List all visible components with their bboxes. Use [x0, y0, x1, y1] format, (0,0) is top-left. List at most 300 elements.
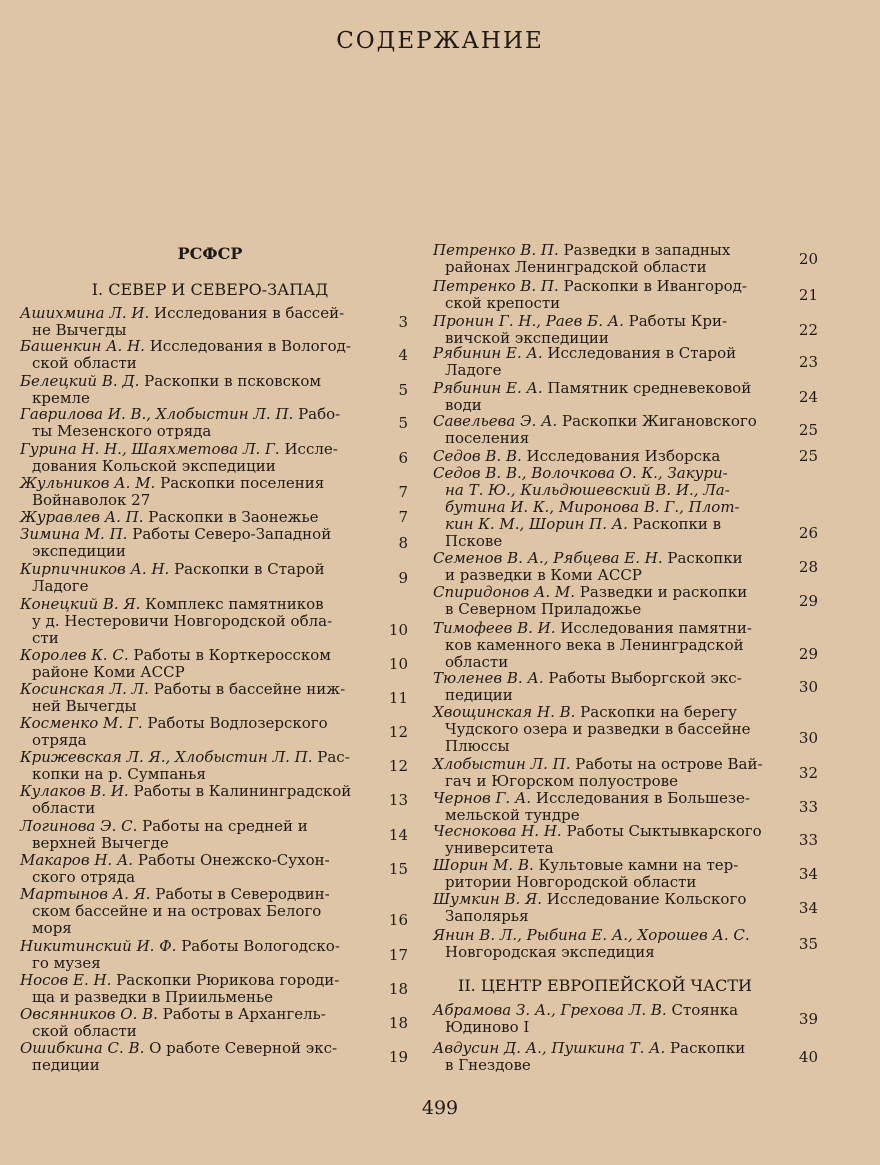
toc-title-text: Работы Вологодско- — [176, 937, 340, 955]
toc-entry — [433, 313, 783, 347]
toc-entry-line — [20, 526, 370, 543]
toc-entry-line — [20, 630, 370, 647]
toc-author: Крижевская Л. Я., Хлобыстин Л. П. — [20, 748, 313, 766]
toc-page-number: 22 — [798, 321, 818, 339]
toc-page-number: 20 — [798, 250, 818, 268]
toc-author: Хлобыстин Л. П. — [433, 755, 571, 773]
toc-author: Конецкий В. Я. — [20, 595, 141, 613]
toc-author: Журавлев А. П. — [20, 508, 144, 526]
toc-entry — [20, 818, 370, 852]
toc-author: Овсянников О. В. — [20, 1005, 158, 1023]
toc-title-text: Работы Сыктывкарского — [561, 822, 762, 840]
region-header: РСФСР — [177, 244, 243, 263]
toc-title-text: области — [32, 799, 96, 817]
toc-title-text: не Вычегды — [32, 321, 127, 339]
toc-entry — [20, 749, 370, 783]
toc-entry-line — [20, 492, 370, 509]
toc-title-text: Раскопки на берегу — [575, 703, 737, 721]
toc-author: Янин В. Л., Рыбина Е. А., Хорошев А. С. — [433, 926, 750, 944]
toc-title-text: ском бассейне и на островах Белого — [32, 902, 322, 920]
toc-page-number: 19 — [388, 1048, 408, 1066]
toc-author: Ошибкина С. В. — [20, 1039, 145, 1057]
toc-title-text: Памятник средневековой — [542, 379, 752, 397]
toc-page-number: 25 — [798, 447, 818, 465]
toc-entry-line — [433, 790, 783, 807]
toc-entry-line — [20, 886, 370, 903]
toc-entry-line — [20, 749, 370, 766]
toc-title-text: моря — [32, 919, 72, 937]
toc-entry — [20, 475, 370, 509]
toc-page-number: 15 — [388, 860, 408, 878]
toc-entry — [20, 509, 370, 526]
toc-author: Мартынов А. Я. — [20, 885, 151, 903]
toc-author: Зимина М. П. — [20, 525, 128, 543]
toc-entry-line — [433, 1019, 783, 1036]
toc-title-text: области — [445, 653, 509, 671]
toc-entry-line — [20, 835, 370, 852]
toc-title-text: Чудского озера и разведки в бассейне — [445, 720, 751, 738]
toc-title-text: води — [445, 396, 482, 414]
toc-author: Тюленев В. А. — [433, 669, 544, 687]
toc-entry-line — [433, 430, 783, 447]
toc-title-text: университета — [445, 839, 554, 857]
toc-entry-line — [20, 783, 370, 800]
toc-title-text: Работы в Архангель- — [157, 1005, 326, 1023]
toc-title-text: ритории Новгородской области — [445, 873, 697, 891]
toc-title-text: педиции — [445, 686, 513, 704]
toc-title-text: Юдиново I — [445, 1018, 530, 1036]
toc-author: на Т. Ю., Кильдюшевский В. И., Ла- — [445, 481, 730, 499]
toc-entry-line — [20, 338, 370, 355]
toc-entry — [433, 823, 783, 857]
toc-title-text: кремле — [32, 389, 90, 407]
toc-title-text: Исследования в Старой — [542, 344, 737, 362]
toc-entry — [433, 927, 783, 961]
toc-page-number: 21 — [798, 286, 818, 304]
toc-entry-line — [433, 413, 783, 430]
toc-entry-line — [20, 1023, 370, 1040]
toc-entry-line — [433, 567, 783, 584]
toc-entry-line — [433, 927, 783, 944]
toc-author: Спиридонов А. М. — [433, 583, 576, 601]
toc-entry — [20, 441, 370, 475]
toc-entry-line — [20, 920, 370, 937]
toc-entry-line — [20, 441, 370, 458]
toc-entry — [433, 380, 783, 414]
toc-page-number: 30 — [798, 678, 818, 696]
toc-title-text: ты Мезенского отряда — [32, 422, 212, 440]
toc-title-text: Ладоге — [32, 577, 89, 595]
toc-author: Чеснокова Н. Н. — [433, 822, 562, 840]
toc-entry — [20, 938, 370, 972]
toc-entry-line — [20, 458, 370, 475]
toc-entry — [20, 406, 370, 440]
toc-page-number: 13 — [388, 791, 408, 809]
toc-title-text: ской крепости — [445, 294, 561, 312]
toc-page-number: 14 — [388, 826, 408, 844]
toc-title-text: дования Кольской экспедиции — [32, 457, 276, 475]
toc-author: Кирпичников А. Н. — [20, 560, 170, 578]
toc-title-text: ской области — [32, 354, 137, 372]
toc-author: Петренко В. П. — [433, 277, 559, 295]
toc-author: Седов В. В., Волочкова О. К., Закури- — [433, 464, 728, 482]
toc-page-number: 34 — [798, 865, 818, 883]
toc-entry-line — [433, 637, 783, 654]
toc-title-text: Исследования в Большезе- — [531, 789, 750, 807]
toc-entry-line — [433, 1057, 783, 1074]
toc-entry-line — [433, 533, 783, 550]
toc-author: Рябинин Е. А. — [433, 379, 543, 397]
toc-title-text: Плюссы — [445, 737, 510, 755]
toc-title-text: экспедиции — [32, 542, 126, 560]
toc-entry-line — [433, 823, 783, 840]
toc-title-text: Раскопки в — [627, 515, 722, 533]
toc-entry — [433, 278, 783, 312]
toc-title-text: Раскопки — [665, 1039, 746, 1057]
toc-title-text: Пскове — [445, 532, 503, 550]
toc-entry-line — [433, 756, 783, 773]
toc-title-text: Работы в бассейне ниж- — [148, 680, 346, 698]
toc-entry-line — [20, 1040, 370, 1057]
toc-entry — [20, 373, 370, 407]
toc-title-text: поселения — [445, 429, 530, 447]
toc-author: Кулаков В. И. — [20, 782, 129, 800]
toc-title-text: Работы Водлозерского — [142, 714, 328, 732]
toc-entry-line — [433, 620, 783, 637]
toc-entry — [433, 345, 783, 379]
toc-entry — [20, 1040, 370, 1074]
toc-page-number: 12 — [388, 757, 408, 775]
toc-entry-line — [433, 738, 783, 755]
toc-entry-line — [20, 766, 370, 783]
toc-entry-line — [20, 1006, 370, 1023]
toc-page-number: 5 — [398, 381, 408, 399]
toc-entry-line — [20, 509, 370, 526]
toc-page-number: 18 — [388, 1014, 408, 1032]
toc-entry-line — [20, 698, 370, 715]
toc-title-text: Раскопки — [662, 549, 743, 567]
toc-author: Седов В. В. — [433, 447, 522, 465]
toc-entry-line — [433, 259, 783, 276]
toc-entry-line — [433, 550, 783, 567]
toc-entry-line — [433, 499, 783, 516]
toc-entry-line — [433, 465, 783, 482]
toc-page-number: 33 — [798, 798, 818, 816]
toc-author: Королев К. С. — [20, 646, 129, 664]
toc-author: Тимофеев В. И. — [433, 619, 556, 637]
toc-entry-line — [20, 355, 370, 372]
toc-entry-line — [20, 613, 370, 630]
page-title: СОДЕРЖАНИЕ — [336, 28, 544, 54]
toc-title-text: Раскопки в Старой — [169, 560, 325, 578]
toc-entry-line — [20, 423, 370, 440]
toc-title-text: ней Вычегды — [32, 697, 137, 715]
toc-author: Никитинский И. Ф. — [20, 937, 177, 955]
toc-author: Носов Е. Н. — [20, 971, 112, 989]
toc-author: Ашихмина Л. И. — [20, 304, 150, 322]
toc-title-text: О работе Северной экс- — [144, 1039, 338, 1057]
toc-title-text: Работы на острове Вай- — [570, 755, 763, 773]
toc-title-text: Работы Кри- — [623, 312, 728, 330]
toc-author: Чернов Г. А. — [433, 789, 532, 807]
toc-page-number: 9 — [398, 569, 408, 587]
toc-entry-line — [20, 647, 370, 664]
toc-entry-line — [20, 903, 370, 920]
toc-title-text: го музея — [32, 954, 101, 972]
toc-author: Логинова Э. С. — [20, 817, 138, 835]
toc-entry — [433, 242, 783, 276]
toc-entry-line — [433, 891, 783, 908]
toc-title-text: Работы в Калининградской — [128, 782, 352, 800]
toc-entry-line — [433, 773, 783, 790]
toc-entry-line — [20, 852, 370, 869]
toc-entry-line — [433, 721, 783, 738]
toc-title-text: Работы Онежско-Сухон- — [133, 851, 330, 869]
toc-title-text: Раскопки поселения — [155, 474, 325, 492]
page-number: 499 — [421, 1097, 459, 1119]
toc-title-text: районах Ленинградской области — [445, 258, 707, 276]
toc-entry — [433, 584, 783, 618]
toc-entry-line — [20, 373, 370, 390]
toc-author: Башенкин А. Н. — [20, 337, 145, 355]
toc-entry-line — [20, 938, 370, 955]
toc-author: Петренко В. П. — [433, 241, 559, 259]
toc-page-number: 24 — [798, 388, 818, 406]
toc-title-text: Раскопки в псковском — [139, 372, 322, 390]
toc-title-text: Раскопки Рюрикова городи- — [111, 971, 340, 989]
toc-title-text: Рабо- — [293, 405, 341, 423]
toc-entry — [20, 596, 370, 647]
toc-entry — [20, 852, 370, 886]
toc-title-text: Исследования в бассей- — [149, 304, 345, 322]
toc-entry-line — [433, 857, 783, 874]
toc-title-text: педиции — [32, 1056, 100, 1074]
toc-title-text: Работы Северо-Западной — [127, 525, 332, 543]
toc-title-text: вичской экспедиции — [445, 329, 609, 347]
toc-entry-line — [433, 482, 783, 499]
toc-title-text: Разведки и раскопки — [575, 583, 748, 601]
toc-author: бутина И. К., Миронова В. Г., Плот- — [445, 498, 740, 516]
toc-entry — [433, 465, 783, 550]
toc-title-text: в Гнездове — [445, 1056, 531, 1074]
toc-title-text: Исследования в Вологод- — [144, 337, 351, 355]
toc-entry — [20, 526, 370, 560]
toc-title-text: Работы в Корткеросском — [128, 646, 331, 664]
toc-page-number: 16 — [388, 911, 408, 929]
toc-entry — [20, 1006, 370, 1040]
toc-entry-line — [433, 840, 783, 857]
section-header-north: I. СЕВЕР И СЕВЕРО-ЗАПАД — [91, 280, 329, 299]
toc-author: Савельева Э. А. — [433, 412, 558, 430]
toc-entry — [20, 783, 370, 817]
toc-title-text: и разведки в Коми АССР — [445, 566, 642, 584]
toc-author: Пронин Г. Н., Раев Б. А. — [433, 312, 624, 330]
toc-title-text: Работы на средней и — [137, 817, 308, 835]
section-header-center: II. ЦЕНТР ЕВРОПЕЙСКОЙ ЧАСТИ — [458, 976, 752, 995]
toc-entry-line — [433, 908, 783, 925]
toc-title-text: ской области — [32, 1022, 137, 1040]
toc-entry — [20, 647, 370, 681]
toc-entry-line — [433, 687, 783, 704]
toc-page-number: 32 — [798, 764, 818, 782]
toc-page-number: 29 — [798, 645, 818, 663]
toc-entry-line — [433, 944, 783, 961]
toc-entry — [20, 715, 370, 749]
toc-entry-line — [433, 278, 783, 295]
toc-entry-line — [20, 732, 370, 749]
toc-title-text: Раскопки Жигановского — [557, 412, 757, 430]
toc-entry-line — [20, 1057, 370, 1074]
toc-page-number: 17 — [388, 946, 408, 964]
toc-entry-line — [433, 601, 783, 618]
toc-author: Жульников А. М. — [20, 474, 156, 492]
toc-entry-line — [20, 681, 370, 698]
toc-title-text: Комплекс памятников — [140, 595, 324, 613]
toc-author: Семенов В. А., Рябцева Е. Н. — [433, 549, 663, 567]
toc-title-text: Культовые камни на тер- — [533, 856, 739, 874]
toc-entry — [20, 338, 370, 372]
toc-entry-line — [20, 955, 370, 972]
toc-entry-line — [433, 704, 783, 721]
toc-entry — [433, 550, 783, 584]
toc-author: Гаврилова И. В., Хлобыстин Л. П. — [20, 405, 294, 423]
toc-author: Авдусин Д. А., Пушкина Т. А. — [433, 1039, 666, 1057]
toc-page-number: 29 — [798, 592, 818, 610]
toc-page-number: 40 — [798, 1048, 818, 1066]
toc-entry — [20, 561, 370, 595]
toc-title-text: Новгородская экспедиция — [445, 943, 655, 961]
toc-entry-line — [20, 869, 370, 886]
toc-entry — [433, 857, 783, 891]
toc-title-text: Разведки в западных — [558, 241, 731, 259]
toc-page-number: 33 — [798, 831, 818, 849]
toc-entry — [20, 972, 370, 1006]
toc-page-number: 7 — [398, 483, 408, 501]
toc-title-text: у д. Нестеровичи Новгородской обла- — [32, 612, 333, 630]
toc-entry-line — [20, 989, 370, 1006]
toc-title-text: Раскопки в Заонежье — [143, 508, 319, 526]
toc-entry-line — [433, 670, 783, 687]
toc-entry-line — [20, 818, 370, 835]
toc-entry-line — [20, 715, 370, 732]
toc-title-text: мельской тундре — [445, 806, 580, 824]
toc-page-number: 10 — [388, 621, 408, 639]
toc-page-number: 25 — [798, 421, 818, 439]
toc-author: Гурина Н. Н., Шаяхметова Л. Г. — [20, 440, 280, 458]
toc-entry-line — [20, 561, 370, 578]
toc-page-number: 30 — [798, 729, 818, 747]
toc-entry-line — [433, 242, 783, 259]
toc-entry-line — [433, 1002, 783, 1019]
toc-entry — [433, 891, 783, 925]
toc-entry-line — [20, 578, 370, 595]
toc-title-text: Исследование Кольского — [541, 890, 747, 908]
toc-entry — [433, 704, 783, 755]
toc-author: Хвощинская Н. В. — [433, 703, 576, 721]
toc-author: Косменко М. Г. — [20, 714, 143, 732]
toc-author: Шорин М. В. — [433, 856, 534, 874]
toc-page-number: 12 — [388, 723, 408, 741]
toc-author: Шумкин В. Я. — [433, 890, 542, 908]
toc-page-number: 6 — [398, 449, 408, 467]
toc-page-number: 35 — [798, 935, 818, 953]
toc-title-text: сти — [32, 629, 59, 647]
toc-title-text: гач и Югорском полуострове — [445, 772, 678, 790]
toc-title-text: ского отряда — [32, 868, 136, 886]
toc-title-text: в Северном Приладожье — [445, 600, 642, 618]
toc-entry-line — [20, 305, 370, 322]
toc-title-text: верхней Вычегде — [32, 834, 169, 852]
toc-entry-line — [433, 874, 783, 891]
toc-entry — [433, 756, 783, 790]
toc-entry-line — [433, 584, 783, 601]
toc-page-number: 10 — [388, 655, 408, 673]
toc-author: Рябинин Е. А. — [433, 344, 543, 362]
toc-title-text: ков каменного века в Ленинградской — [445, 636, 744, 654]
toc-entry-line — [20, 543, 370, 560]
toc-title-text: районе Коми АССР — [32, 663, 185, 681]
toc-title-text: Работы Выборгской экс- — [543, 669, 742, 687]
toc-entry — [433, 790, 783, 824]
toc-title-text: Заполярья — [445, 907, 529, 925]
toc-author: Белецкий В. Д. — [20, 372, 140, 390]
toc-entry — [433, 448, 783, 465]
toc-entry-line — [433, 1040, 783, 1057]
toc-title-text: копки на р. Сумпанья — [32, 765, 206, 783]
toc-title-text: Ладоге — [445, 361, 502, 379]
toc-entry-line — [433, 516, 783, 533]
toc-entry-line — [433, 345, 783, 362]
toc-page-number: 28 — [798, 558, 818, 576]
toc-entry — [433, 670, 783, 704]
toc-entry-line — [20, 406, 370, 423]
toc-title-text: Рас- — [312, 748, 350, 766]
toc-page-number: 34 — [798, 899, 818, 917]
toc-title-text: Исследования Изборска — [521, 447, 721, 465]
toc-author: Абрамова З. А., Грехова Л. В. — [433, 1001, 667, 1019]
toc-entry — [433, 1002, 783, 1036]
toc-title-text: Иссле- — [279, 440, 338, 458]
toc-entry — [433, 413, 783, 447]
toc-entry — [20, 886, 370, 937]
toc-entry — [433, 620, 783, 671]
toc-title-text: Стоянка — [666, 1001, 739, 1019]
toc-entry-line — [433, 380, 783, 397]
toc-page-number: 39 — [798, 1010, 818, 1028]
toc-page-number: 4 — [398, 346, 408, 364]
toc-page-number: 26 — [798, 524, 818, 542]
toc-title-text: ща и разведки в Приильменье — [32, 988, 274, 1006]
toc-entry — [20, 305, 370, 339]
toc-author: Косинская Л. Л. — [20, 680, 149, 698]
toc-entry-line — [20, 475, 370, 492]
toc-title-text: Раскопки в Ивангород- — [558, 277, 747, 295]
toc-page-number: 11 — [388, 689, 408, 707]
toc-entry-line — [433, 313, 783, 330]
toc-entry-line — [433, 295, 783, 312]
toc-title-text: Войнаволок 27 — [32, 491, 151, 509]
toc-entry — [20, 681, 370, 715]
toc-page-number: 7 — [398, 508, 408, 526]
toc-author: Макаров Н. А. — [20, 851, 134, 869]
toc-page-number: 18 — [388, 980, 408, 998]
toc-title-text: Работы в Северодвин- — [150, 885, 330, 903]
toc-entry-line — [433, 362, 783, 379]
toc-entry-line — [20, 664, 370, 681]
toc-entry-line — [433, 448, 783, 465]
toc-entry-line — [20, 596, 370, 613]
toc-entry-line — [20, 972, 370, 989]
